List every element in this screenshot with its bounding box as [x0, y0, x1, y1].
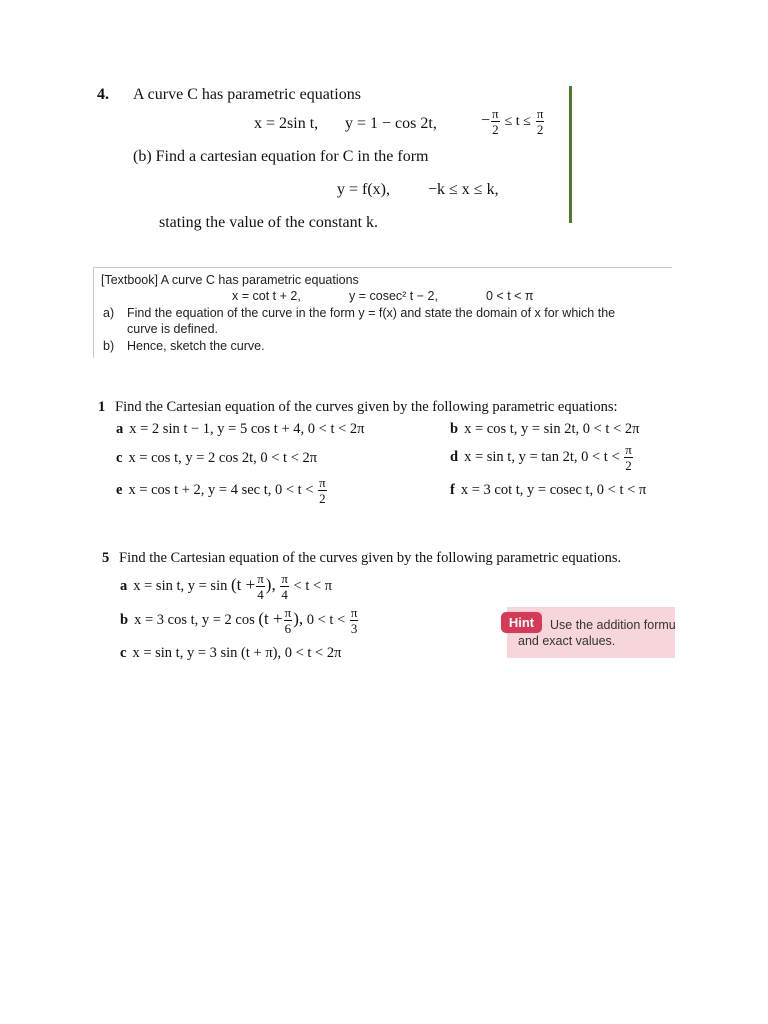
- q4-number: 4.: [97, 86, 109, 103]
- q1-item-e-frac: $\frac{\pi}{2}$: [319, 475, 326, 506]
- q5-number: 5: [102, 550, 110, 566]
- textbook-eq-x: x = cot t + 2,: [232, 289, 301, 303]
- textbook-b-label: b): [103, 339, 115, 353]
- q1-intro: Find the Cartesian equation of the curves given by the following parametric equations:: [115, 399, 618, 415]
- q1-number: 1: [98, 399, 106, 415]
- q1-item-d-frac: $\frac{\pi}{2}$: [625, 442, 632, 473]
- q5-item-b-cond-frac: $\frac{\pi}{3}$: [350, 605, 358, 636]
- q4-range-right-frac: $\frac{\pi}{2}$: [536, 106, 544, 137]
- q1-item-a: a x = 2 sin t − 1, y = 5 cos t + 4, 0 < t < 2π: [116, 421, 365, 437]
- hint-badge: Hint: [501, 612, 542, 633]
- q4-eq-x: x = 2sin t,: [254, 115, 319, 132]
- hint-line1: Use the addition formu: [550, 618, 676, 632]
- q5-item-c: c x = sin t, y = 3 sin (t + π), 0 < t < 2π: [120, 645, 342, 661]
- textbook-a-label: a): [103, 306, 115, 320]
- q4-domain: −k ≤ x ≤ k,: [428, 181, 499, 198]
- q4-part-b: (b) Find a cartesian equation for C in the form: [133, 148, 429, 165]
- textbook-b-text: Hence, sketch the curve.: [127, 339, 265, 353]
- q1-item-b: b x = cos t, y = sin 2t, 0 < t < 2π: [450, 421, 640, 437]
- hint-line2: and exact values.: [518, 634, 616, 648]
- textbook-eq-y: y = cosec² t − 2,: [349, 289, 438, 303]
- q1-item-e: e x = cos t + 2, y = 4 sec t, 0 < t < $\frac{\pi}{2}$: [116, 475, 326, 506]
- q5-item-a-cond-frac: $\frac{\pi}{4}$: [281, 571, 288, 602]
- q4-eq-y: y = 1 − cos 2t,: [345, 115, 437, 132]
- q1-item-c: c x = cos t, y = 2 cos 2t, 0 < t < 2π: [116, 450, 318, 466]
- textbook-line1: [Textbook] A curve C has parametric equations: [101, 273, 359, 287]
- q4-intro: A curve C has parametric equations: [133, 86, 361, 103]
- q4-stating: stating the value of the constant k.: [159, 214, 379, 231]
- green-vertical-rule: [569, 86, 572, 223]
- q4-range-left-frac: $\frac{\pi}{2}$: [492, 106, 499, 137]
- q4-form: y = f(x),: [337, 181, 391, 198]
- q4-range-mid: ≤ t ≤: [504, 114, 531, 130]
- textbook-range: 0 < t < π: [486, 289, 534, 303]
- textbook-a-text: Find the equation of the curve in the form y = f(x) and state the domain of x for which the: [127, 306, 616, 320]
- q5-intro: Find the Cartesian equation of the curves given by the following parametric equations.: [119, 550, 622, 566]
- q4-range-minus: −: [481, 112, 491, 130]
- q5-item-a: a x = sin t, y = sin (t + $\frac{\pi}{4}$ ), $\frac{\pi}{4}$ < t < π: [120, 571, 333, 602]
- q1-item-d: d x = sin t, y = tan 2t, 0 < t < $\frac{\pi}{2}$: [450, 442, 632, 473]
- q4-range: [481, 107, 545, 136]
- q5-item-b: b x = 3 cos t, y = 2 cos (t + $\frac{\pi}{6}$ ), 0 < t < $\frac{\pi}{3}$: [120, 605, 358, 636]
- textbook-a-text2: curve is defined.: [127, 322, 219, 336]
- q1-item-f: f x = 3 cot t, y = cosec t, 0 < t < π: [450, 482, 647, 498]
